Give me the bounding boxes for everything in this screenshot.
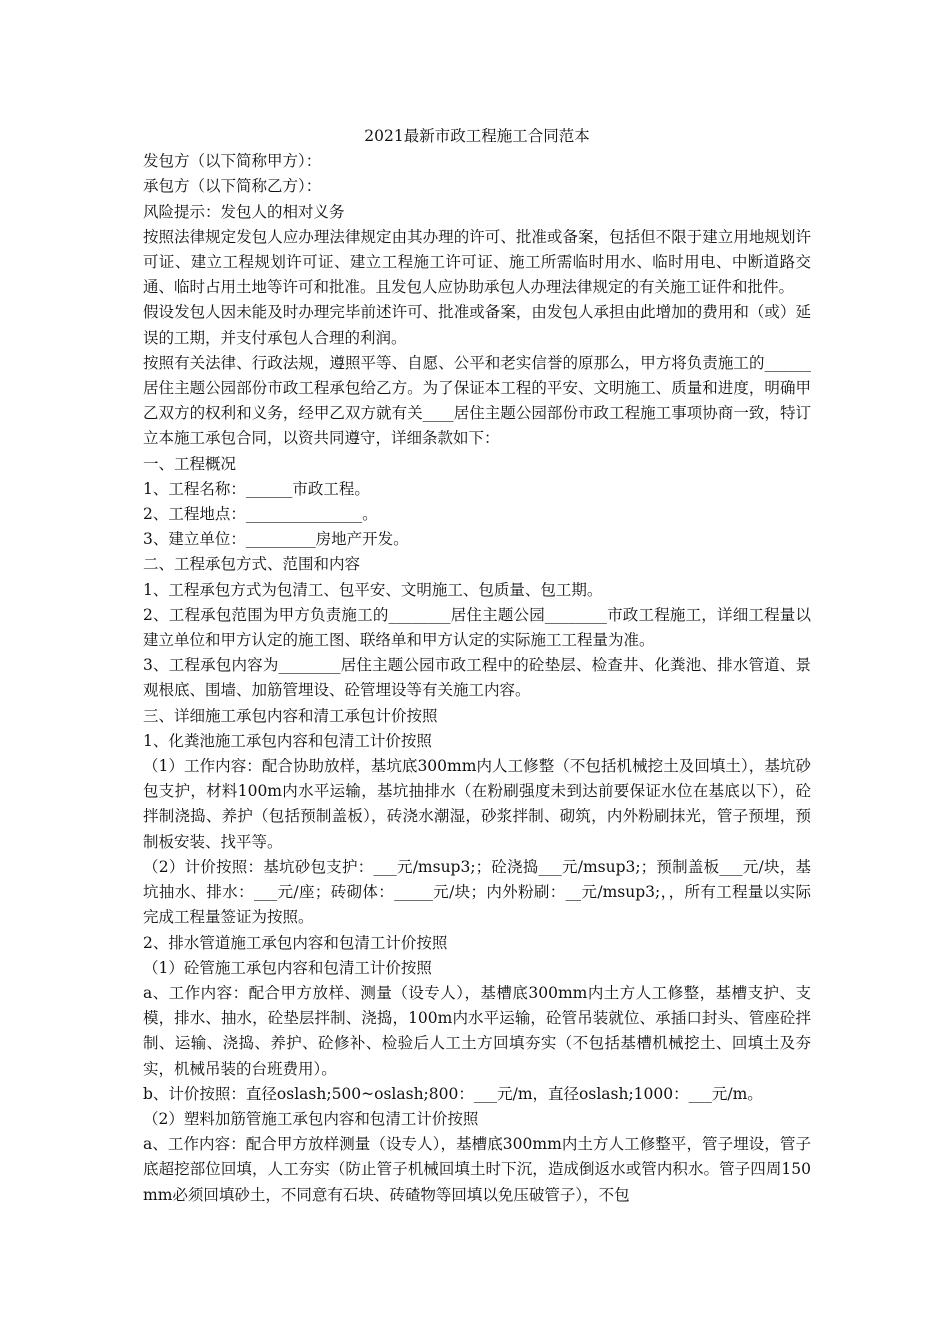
- plastic-pipe-heading: （2）塑料加筋管施工承包内容和包清工计价按照: [143, 1109, 479, 1128]
- project-location-line: 2、工程地点：_______________。: [143, 505, 378, 524]
- septic-work-content: （1）工作内容：配合协助放样，基坑底300mm内人工修整（不包括机械挖土及回填土），基坑砂包支护，材料100m内水平运输，基坑抽排水（在粉刷强度未到达前要保证水位在基底以下），砼拌制浇捣、养护（包括预制盖板），砖浇水潮湿，砂浆拌制、砌筑，内外粉刷抹光，管子预埋，预制板安装、找平等。: [143, 757, 811, 851]
- contract-content-paragraph: 3、工程承包内容为________居住主题公园市政工程中的砼垫层、检查井、化粪池、排水管道、景观根底、围墙、加筋管埋设、砼管埋设等有关施工内容。: [143, 656, 811, 700]
- party-b-line: 承包方（以下简称乙方）：: [143, 177, 322, 196]
- section-2-heading: 二、工程承包方式、范围和内容: [143, 555, 361, 574]
- risk-notice-paragraph-1: 按照法律规定发包人应办理法律规定由其办理的许可、批准或备案，包括但不限于建立用地规划许可证、建立工程规划许可证、建立工程施工许可证、施工所需临时用水、临时用电、中断道路交通、临时占用土地等许可和批准。且发包人应协助承包人办理法律规定的有关施工证件和批件。: [143, 227, 811, 297]
- septic-tank-heading: 1、化粪池施工承包内容和包清工计价按照: [143, 731, 432, 750]
- plastic-pipe-work-content: a、工作内容：配合甲方放样测量（设专人），基槽底300mm内土方人工修整平，管子埋设，管子底超挖部位回填，人工夯实（防止管子机械回填土时下沉，造成倒返水或管内积水。管子四周150mm必须回填砂土，不同意有石块、砖碴物等回填以免压破管子），不包: [143, 1135, 811, 1204]
- project-name-line: 1、工程名称：______市政工程。: [143, 479, 370, 498]
- concrete-pipe-work-content: a、工作内容：配合甲方放样、测量（设专人），基槽底300mm内土方人工修整，基槽支护、支模，排水、抽水，砼垫层拌制、浇捣，100m内水平运输，砼管吊装就位、承插口封头、管座砼拌制、运输、浇捣、养护、砼修补、检验后人工土方回填夯实（不包括基槽机械挖土、回填土及夯实，机械吊装的台班费用）。: [143, 983, 811, 1078]
- risk-notice-heading: 风险提示：发包人的相对义务: [143, 202, 345, 221]
- concrete-pipe-heading: （1）砼管施工承包内容和包清工计价按照: [143, 958, 432, 977]
- drainage-heading: 2、排水管道施工承包内容和包清工计价按照: [143, 933, 448, 952]
- contract-method-line: 1、工程承包方式为包清工、包平安、文明施工、包质量、包工期。: [143, 580, 603, 599]
- section-1-heading: 一、工程概况: [143, 454, 237, 473]
- document-body: [143, 124, 811, 1208]
- document-title: 2021最新市政工程施工合同范本: [364, 127, 590, 145]
- risk-notice-paragraph-2: 假设发包人因未能及时办理完毕前述许可、批准或备案，由发包人承担由此增加的费用和（或）延误的工期，并支付承包人合理的利润。: [143, 303, 811, 347]
- contract-scope-paragraph: 2、工程承包范围为甲方负责施工的________居住主题公园________市政工程施工，详细工程量以建立单位和甲方认定的施工图、联络单和甲方认定的实际施工工程量为准。: [143, 605, 811, 650]
- concrete-pipe-pricing: b、计价按照：直径oslash;500~oslash;800：___元/m，直径oslash;1000：___元/m。: [143, 1084, 763, 1103]
- section-3-heading: 三、详细施工承包内容和清工承包计价按照: [143, 706, 438, 725]
- septic-pricing: （2）计价按照：基坑砂包支护：___元/msup3;；砼浇捣___元/msup3;；预制盖板___元/块，基坑抽水、排水：___元/座；砖砌体：_____元/块；内外粉刷：__元/msup3;，，所有工程量以实际完成工程量签证为按照。: [143, 857, 811, 927]
- preamble-paragraph: 按照有关法律、行政法规，遵照平等、自愿、公平和老实信誉的原那么，甲方将负责施工的______居住主题公园部份市政工程承包给乙方。为了保证本工程的平安、文明施工、质量和进度，明确甲乙双方的权利和义务，经甲乙双方就有关____居住主题公园部份市政工程施工事项协商一致，特订立本施工承包合同，以资共同遵守，详细条款如下：: [143, 353, 811, 448]
- construction-unit-line: 3、建立单位：_________房地产开发。: [143, 530, 409, 549]
- party-a-line: 发包方（以下简称甲方）：: [143, 152, 322, 171]
